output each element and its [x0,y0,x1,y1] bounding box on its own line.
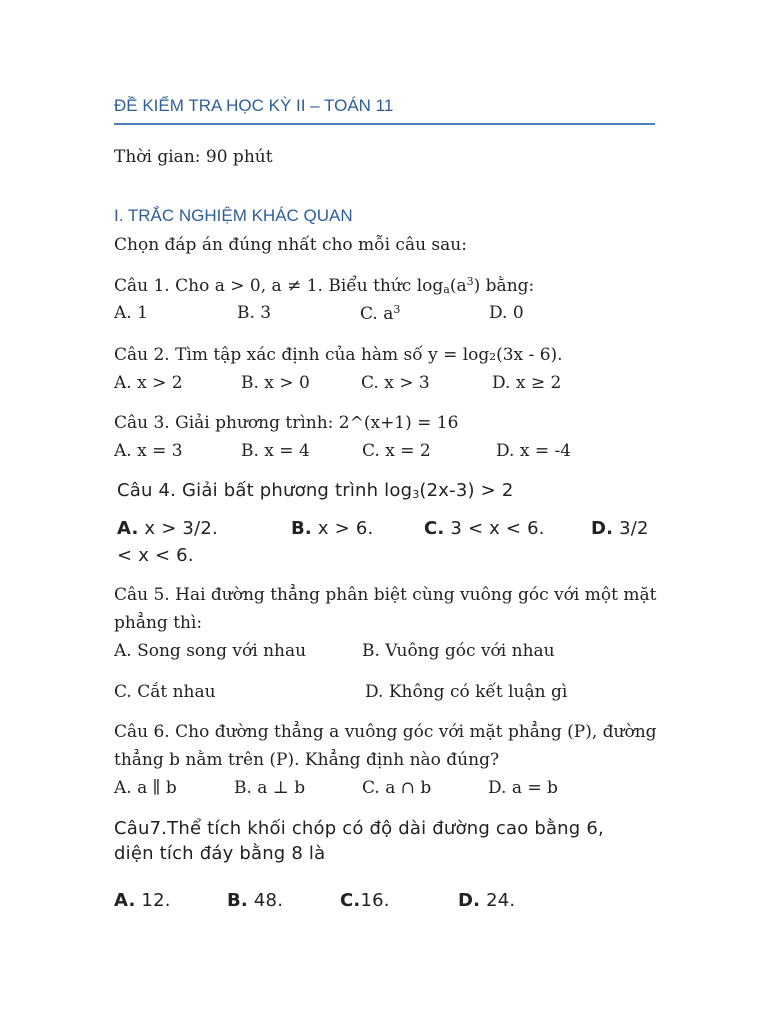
question-6-line-1: Câu 6. Cho đường thẳng a vuông góc với mặt phẳng (P), đường [114,722,657,742]
q4-option-b [291,518,373,539]
question-6-line-2: thẳng b nằm trên (P). Khẳng định nào đúng? [114,750,500,770]
q7-option-a-label: A. [114,890,136,911]
question-1 [114,275,534,296]
q7-option-a [114,890,171,911]
q4-option-b-label: B. [291,518,312,539]
exam-time: Thời gian: 90 phút [114,147,273,167]
q1-text-mid: (a [449,276,467,296]
question-2: Câu 2. Tìm tập xác định của hàm số y = log₂(3x - 6). [114,345,563,365]
q4-option-d-continued: < x < 6. [117,545,194,566]
q7-option-d [458,890,515,911]
q3-option-d: D. x = -4 [496,441,572,461]
q1-option-b: B. 3 [237,303,272,323]
q2-option-d: D. x ≥ 2 [492,373,562,393]
q4-option-c-text: 3 < x < 6. [444,518,545,539]
q1-text-post: ) bằng: [473,276,535,296]
q7-option-c-text: 16. [360,890,390,911]
q4-log-base: 3 [412,488,420,501]
q1-option-d: D. 0 [489,303,524,323]
q5-option-a: A. Song song với nhau [114,641,307,661]
q1-option-a: A. 1 [114,303,148,323]
q7-option-a-text: 12. [135,890,171,911]
q2-option-a: A. x > 2 [114,373,183,393]
q7-option-c-label: C. [340,890,361,911]
q4-option-d [591,518,649,539]
q7-option-d-label: D. [458,890,481,911]
q4-option-d-text: 3/2 [613,518,649,539]
title-underline [114,123,655,125]
q7-option-b-text: 48. [247,890,284,911]
q4-text-post: (2x-3) > 2 [419,480,514,501]
exam-title: ĐỀ KIỂM TRA HỌC KỲ II – TOÁN 11 [114,96,394,115]
q7-option-b-label: B. [227,890,248,911]
q5-option-c: C. Cắt nhau [114,682,216,702]
q4-option-c-label: C. [424,518,445,539]
q1-option-c [360,303,400,324]
q4-option-a [117,518,218,539]
q3-option-c: C. x = 2 [362,441,431,461]
q6-option-c: C. a ∩ b [362,778,432,798]
q1-log-base: a [443,283,450,296]
q2-option-b: B. x > 0 [241,373,310,393]
q1-option-c-exponent: 3 [393,303,401,316]
q1-text-pre: Câu 1. Cho a > 0, a ≠ 1. Biểu thức log [114,276,444,296]
question-4 [117,480,514,501]
q4-option-a-label: A. [117,518,139,539]
q6-option-d: D. a = b [488,778,558,798]
q7-option-b [227,890,283,911]
q1-option-c-text: C. a [360,304,394,324]
q1-exponent: 3 [466,275,474,288]
question-7-line-1: Câu7.Thể tích khối chóp có độ dài đường cao bằng 6, [114,818,604,839]
q5-option-d: D. Không có kết luận gì [365,682,568,702]
q7-option-d-text: 24. [480,890,516,911]
q4-option-c [424,518,545,539]
q4-text-pre: Câu 4. Giải bất phương trình log [117,480,413,501]
q6-option-b: B. a ⊥ b [234,778,306,798]
question-7-line-2: diện tích đáy bằng 8 là [114,843,326,864]
question-5-line-1: Câu 5. Hai đường thẳng phân biệt cùng vuông góc với một mặt [114,585,657,605]
section-instruction: Chọn đáp án đúng nhất cho mỗi câu sau: [114,235,467,255]
q4-option-a-text: x > 3/2. [138,518,218,539]
q6-option-a: A. a ∥ b [114,778,177,798]
q5-option-b: B. Vuông góc với nhau [362,641,555,661]
q3-option-b: B. x = 4 [241,441,310,461]
q2-option-c: C. x > 3 [361,373,430,393]
q3-option-a: A. x = 3 [114,441,183,461]
q4-option-b-text: x > 6. [311,518,374,539]
question-3: Câu 3. Giải phương trình: 2^(x+1) = 16 [114,413,459,433]
question-5-line-2: phẳng thì: [114,613,203,633]
q4-option-d-label: D. [591,518,614,539]
section-heading: I. TRẮC NGHIỆM KHÁC QUAN [114,206,353,225]
q7-option-c [340,890,390,911]
